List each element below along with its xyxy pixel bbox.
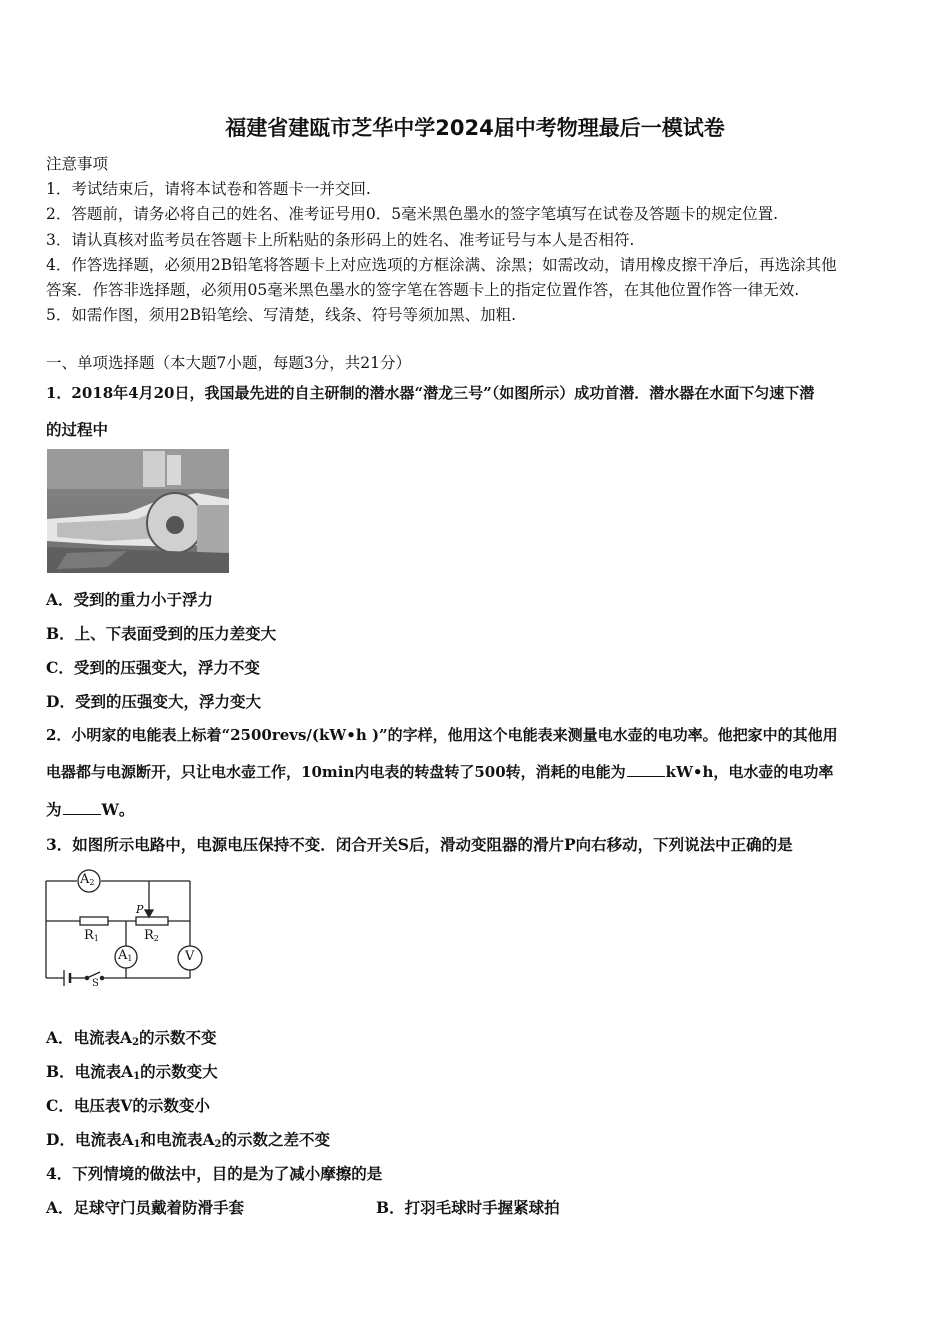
q2-stem-end — [46, 798, 134, 820]
section-heading: 一、单项选择题（本大题7小题，每题3分，共21分） — [46, 354, 411, 372]
q3-option-c: C．电压表V的示数变小 — [46, 1096, 210, 1115]
q2-text: kW•h，电水壶的电功率 — [665, 763, 834, 781]
ammeter-a1-label: $A_1$ — [118, 948, 133, 963]
q2-text: W。 — [101, 800, 135, 819]
q1-option-a: A．受到的重力小于浮力 — [46, 590, 214, 609]
notice-item: 2．答题前，请务必将自己的姓名、准考证号用0．5毫米黑色墨水的签字笔填写在试卷及答题卡的规定位置. — [46, 205, 779, 223]
notice-item: 4．作答选择题，必须用2B铅笔将答题卡上对应选项的方框涂满、涂黑；如需改动，请用橡皮擦干净后，再选涂其他 — [46, 256, 837, 274]
resistor-r2-label: $R_2$ — [144, 928, 159, 943]
answer-blank — [627, 762, 665, 777]
q3-stem: 3．如图所示电路中，电源电压保持不变．闭合开关S后，滑动变阻器的滑片P向右移动，下列说法中正确的是 — [46, 835, 793, 854]
notice-item: 1．考试结束后，请将本试卷和答题卡一并交回. — [46, 180, 371, 198]
q1-option-b: B．上、下表面受到的压力差变大 — [46, 624, 277, 643]
q4-option-b: B．打羽毛球时手握紧球拍 — [376, 1198, 560, 1217]
q2-stem-cont — [46, 761, 833, 782]
notice-item: 答案．作答非选择题，必须用05毫米黑色墨水的签字笔在答题卡上的指定位置作答，在其他位置作答一律无效. — [46, 281, 800, 299]
q1-stem: 1．2018年4月20日，我国最先进的自主研制的潜水器“潜龙三号”（如图所示）成功首潜．潜水器在水面下匀速下潜 — [46, 384, 815, 402]
notice-item: 5．如需作图，须用2B铅笔绘、写清楚，线条、符号等须加黑、加粗. — [46, 306, 517, 324]
q1-option-d: D．受到的压强变大，浮力变大 — [46, 692, 261, 711]
page-title: 福建省建瓯市芝华中学2024届中考物理最后一模试卷 — [225, 116, 725, 140]
q4-option-a: A．足球守门员戴着防滑手套 — [46, 1198, 245, 1217]
submersible-photo — [47, 449, 229, 573]
voltmeter-label: V — [185, 949, 195, 964]
q2-text: 为 — [46, 800, 62, 819]
slider-p-label: P — [136, 903, 144, 916]
q3-option-a: A．电流表$A_2$的示数不变 — [46, 1028, 217, 1048]
resistor-r1-label: $R_1$ — [84, 928, 99, 943]
ammeter-a2-label: $A_2$ — [80, 872, 95, 887]
q2-text: 电器都与电源断开，只让电水壶工作，10min内电表的转盘转了500转，消耗的电能为 — [46, 763, 626, 781]
q1-stem-cont: 的过程中 — [46, 420, 109, 439]
q2-stem: 2．小明家的电能表上标着“2500revs/(kW•h )”的字样，他用这个电能表来测量电水壶的电功率。他把家中的其他用 — [46, 726, 838, 744]
q3-option-d: D．电流表$A_1$和电流表$A_2$的示数之差不变 — [46, 1130, 330, 1150]
switch-s-label: S — [92, 978, 99, 989]
notice-heading: 注意事项 — [46, 155, 109, 173]
q4-stem: 4．下列情境的做法中，目的是为了减小摩擦的是 — [46, 1164, 383, 1183]
circuit-diagram — [40, 866, 210, 996]
answer-blank — [63, 800, 101, 815]
q1-option-c: C．受到的压强变大，浮力不变 — [46, 658, 260, 677]
notice-item: 3．请认真核对监考员在答题卡上所粘贴的条形码上的姓名、准考证号与本人是否相符. — [46, 231, 635, 249]
q3-option-b: B．电流表$A_1$的示数变大 — [46, 1062, 218, 1082]
